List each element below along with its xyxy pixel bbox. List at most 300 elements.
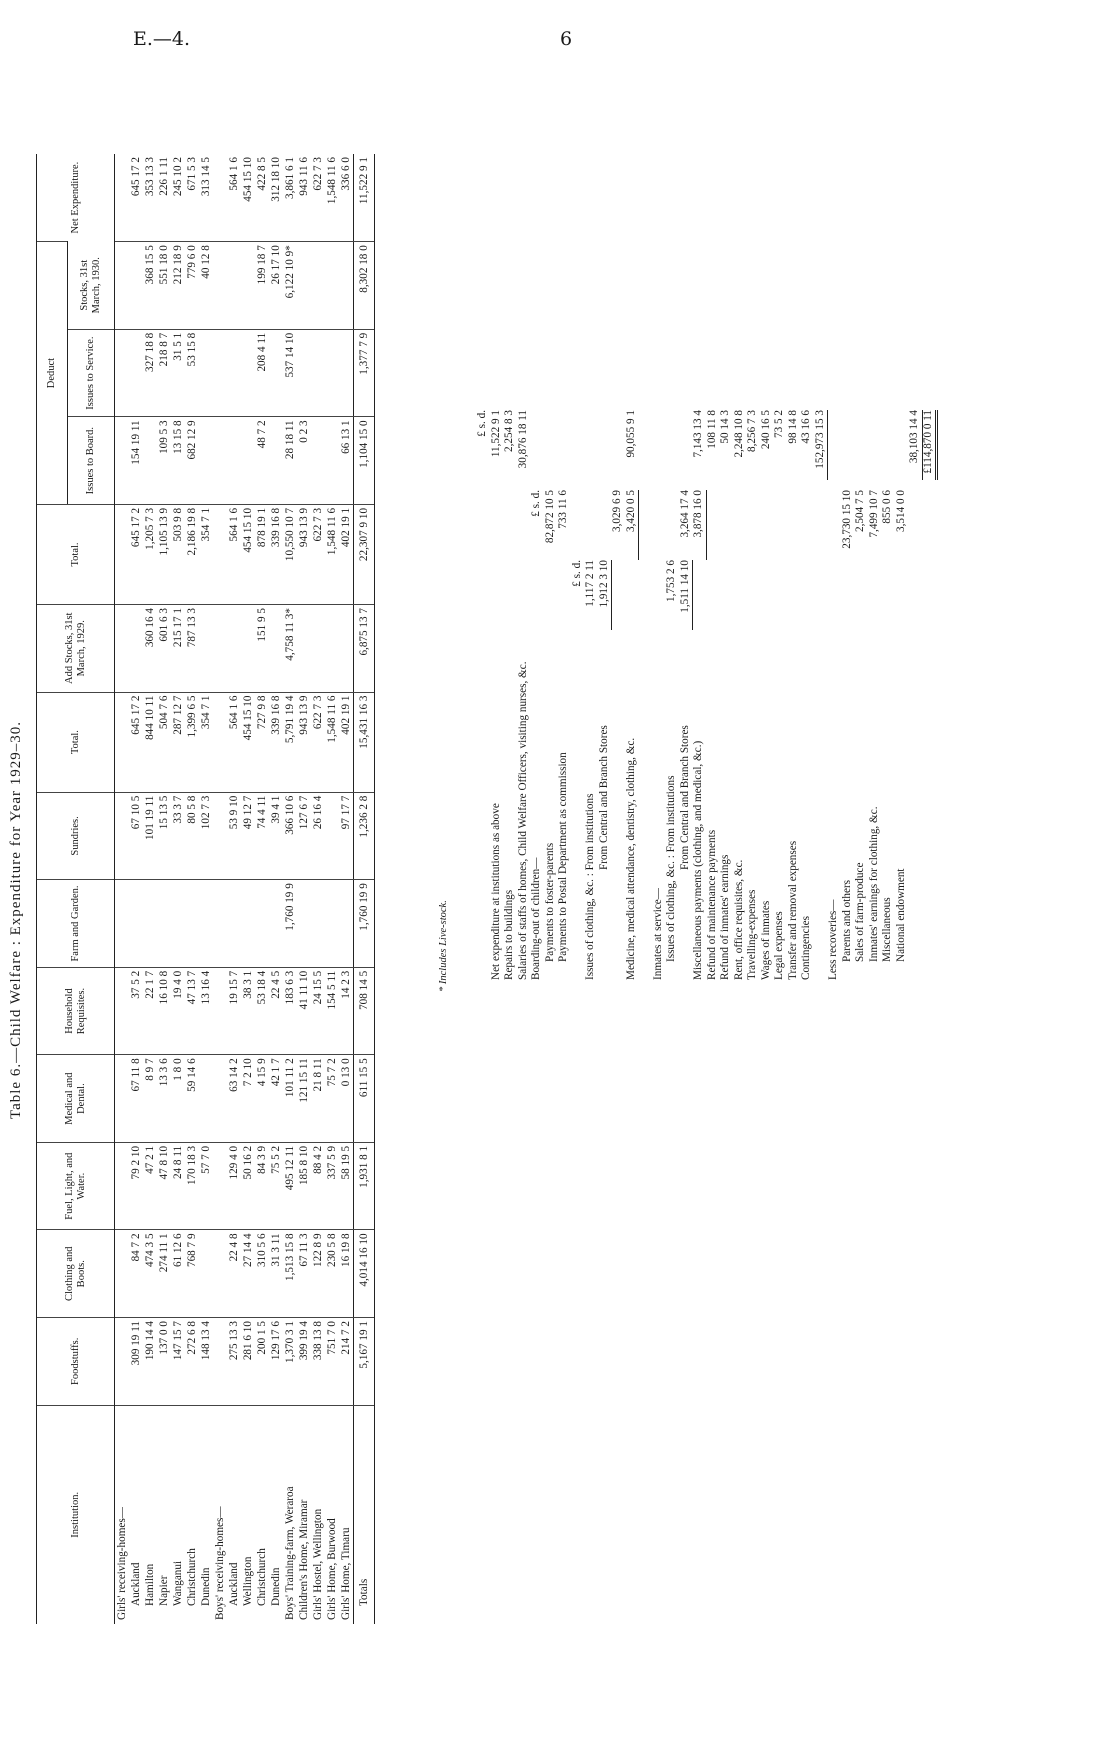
totals-cell: 22,307 9 10 <box>354 504 375 604</box>
table-row <box>227 154 241 1624</box>
amount-cell: 645 17 2 <box>130 157 142 197</box>
amount-cell: 1,548 11 6 <box>325 504 339 604</box>
amount-cell: 101 19 11 <box>143 792 157 880</box>
table-cell <box>115 792 130 880</box>
summary-label: Inmates at service— <box>651 888 664 980</box>
amount-cell <box>171 880 185 968</box>
table-cell <box>213 880 227 968</box>
amount-cell: 183 6 3 <box>283 967 297 1055</box>
amount-cell: 33 3 7 <box>171 792 185 880</box>
institution-name: Hamilton <box>143 1405 157 1624</box>
col-foodstuffs: Foodstuffs. <box>37 1318 115 1406</box>
amount-cell: 28 18 11 <box>283 417 297 505</box>
amount-cell: 80 5 8 <box>185 792 199 880</box>
institution-name: Dunedin <box>269 1405 283 1624</box>
amount-cell: 101 11 2 <box>283 1055 297 1143</box>
amount-cell: 53 9 10 <box>227 792 241 880</box>
amount-cell: 0 2 3 <box>297 417 311 505</box>
amount-cell: 212 18 9 <box>171 242 185 330</box>
summary-label: Salaries of staffs of homes, Child Welfare Officers, visiting nurses, &c. <box>516 661 529 980</box>
amount-cell: 1,399 6 5 <box>185 692 199 792</box>
amount-cell: 218 8 7 <box>157 329 171 417</box>
amount-cell: 84 3 9 <box>255 1142 269 1230</box>
table-cell <box>213 792 227 880</box>
summary-label: Inmates' earnings for clothing, &c. <box>867 806 880 962</box>
col-sundries: Sundries. <box>37 792 115 880</box>
amount-cell: 47 8 10 <box>157 1142 171 1230</box>
totals-cell: 4,014 16 10 <box>354 1230 375 1318</box>
rotated-table-sheet <box>8 10 1058 1660</box>
amount-cell: 454 15 10 <box>241 692 255 792</box>
summary-label: Wages of inmates <box>759 900 772 980</box>
summary-amount: 1,511 14 10 <box>679 560 694 630</box>
summary-label: Sales of farm-produce <box>854 862 866 962</box>
amount-cell <box>311 242 325 330</box>
amount-cell: 360 16 4 <box>143 605 157 693</box>
institution-name: Boys' Training-farm, Weraroa <box>283 1405 297 1624</box>
amount-cell: 22 4 5 <box>269 967 283 1055</box>
amount-cell <box>311 880 325 968</box>
amount-cell: 312 18 10 <box>270 157 282 202</box>
totals-cell: 1,377 7 9 <box>354 329 375 417</box>
amount-cell: 454 15 10 <box>242 157 254 202</box>
summary-amount: 11,522 9 1 <box>489 410 502 458</box>
amount-cell: 58 19 5 <box>339 1142 354 1230</box>
amount-cell: 645 17 2 <box>129 692 143 792</box>
amount-cell <box>269 880 283 968</box>
amount-cell <box>297 880 311 968</box>
summary-label: Rent, office requisites, &c. <box>732 859 745 980</box>
units-header: £ s. d. <box>476 410 488 437</box>
table-cell <box>213 605 227 693</box>
institution-name: Dunedin <box>199 1405 213 1624</box>
col-net-expenditure: Net Expenditure. <box>37 154 115 242</box>
amount-cell: 19 4 0 <box>171 967 185 1055</box>
amount-cell: 354 7 1 <box>199 504 213 604</box>
amount-cell <box>339 880 354 968</box>
table-row <box>241 154 255 1624</box>
amount-cell <box>241 880 255 968</box>
table-cell <box>115 967 130 1055</box>
table-cell <box>213 329 227 417</box>
amount-cell: 564 1 6 <box>227 504 241 604</box>
amount-cell <box>129 329 143 417</box>
amount-cell: 21 8 11 <box>311 1055 325 1143</box>
amount-cell: 682 12 9 <box>185 417 199 505</box>
amount-cell: 0 13 0 <box>339 1055 354 1143</box>
amount-cell: 1,513 15 8 <box>283 1230 297 1318</box>
amount-cell: 63 14 2 <box>227 1055 241 1143</box>
table-cell <box>213 967 227 1055</box>
amount-cell: 503 9 8 <box>171 504 185 604</box>
summary-amount: 3,514 0 0 <box>894 490 907 532</box>
summary-label: From Central and Branch Stores <box>597 725 610 870</box>
amount-cell: 601 6 3 <box>157 605 171 693</box>
amount-cell <box>339 242 354 330</box>
col-issues-board: Issues to Board. <box>68 417 115 505</box>
summary-amount: 2,248 10 8 <box>732 410 745 458</box>
table-row <box>157 154 171 1624</box>
amount-cell <box>241 329 255 417</box>
institution-name: Auckland <box>129 1405 143 1624</box>
table-row <box>325 154 339 1624</box>
summary-label: Issues of clothing, &c. : From institutions <box>584 793 596 980</box>
amount-cell: 1,205 7 3 <box>143 504 157 604</box>
summary-amount: 98 14 8 <box>786 410 799 444</box>
amount-cell: 10,550 10 7 <box>283 504 297 604</box>
amount-cell: 59 14 6 <box>185 1055 199 1143</box>
amount-cell: 353 13 3 <box>144 157 156 197</box>
amount-cell: 26 17 10 <box>269 242 283 330</box>
amount-cell: 751 7 0 <box>325 1318 339 1406</box>
table-cell <box>213 1055 227 1143</box>
amount-cell <box>129 880 143 968</box>
amount-cell <box>325 329 339 417</box>
totals-cell: 15,431 16 3 <box>354 692 375 792</box>
totals-cell: 8,302 18 0 <box>354 242 375 330</box>
table-cell <box>115 329 130 417</box>
amount-cell <box>339 329 354 417</box>
amount-cell: 3,861 6 1 <box>284 157 296 199</box>
summary-amount: 82,872 10 5 <box>543 490 556 544</box>
summary-label: Repairs to buildings <box>503 889 515 980</box>
amount-cell <box>185 880 199 968</box>
institution-name: Auckland <box>227 1405 241 1624</box>
amount-cell: 31 5 1 <box>171 329 185 417</box>
totals-cell: 708 14 5 <box>354 967 375 1055</box>
amount-cell: 1,370 3 1 <box>283 1318 297 1406</box>
summary-amount: 2,504 7 5 <box>854 490 866 532</box>
summary-label: Boarding-out of children— <box>530 857 542 980</box>
table-cell <box>213 1230 227 1318</box>
amount-cell: 943 13 9 <box>297 692 311 792</box>
table-cell <box>115 1318 130 1406</box>
summary-amount: 3,420 0 5 <box>625 490 640 560</box>
amount-cell: 190 14 4 <box>143 1318 157 1406</box>
totals-cell: 1,760 19 9 <box>354 880 375 968</box>
amount-cell: 878 19 1 <box>255 504 269 604</box>
amount-cell: 354 7 1 <box>199 692 213 792</box>
table-row <box>115 154 130 1624</box>
amount-cell: 504 7 6 <box>157 692 171 792</box>
totals-cell: 11,522 9 1 <box>354 154 375 242</box>
amount-cell: 1,548 11 6 <box>325 692 339 792</box>
col-total-2: Total. <box>37 504 115 604</box>
table-cell <box>213 504 227 604</box>
amount-cell: 75 5 2 <box>269 1142 283 1230</box>
summary-label: Less recoveries— <box>827 899 839 980</box>
amount-cell: 564 1 6 <box>228 157 240 191</box>
summary-amount: 1,753 2 6 <box>665 560 677 602</box>
amount-cell: 274 11 1 <box>157 1230 171 1318</box>
col-clothing: Clothing and Boots. <box>37 1230 115 1318</box>
amount-cell: 148 13 4 <box>199 1318 213 1406</box>
amount-cell: 170 18 3 <box>185 1142 199 1230</box>
amount-cell: 16 19 8 <box>339 1230 354 1318</box>
col-group-deduct: Deduct <box>37 242 68 505</box>
amount-cell: 41 11 10 <box>297 967 311 1055</box>
amount-cell: 1,760 19 9 <box>283 880 297 968</box>
amount-cell: 38 3 1 <box>241 967 255 1055</box>
summary-line <box>705 410 720 980</box>
summary-line <box>841 420 855 980</box>
amount-cell <box>227 329 241 417</box>
amount-cell: 2,186 19 8 <box>185 504 199 604</box>
amount-cell: 230 5 8 <box>325 1230 339 1318</box>
amount-cell <box>311 329 325 417</box>
table-row <box>311 154 325 1624</box>
table-cell <box>115 1055 130 1143</box>
summary-label: Refund of maintenance payments <box>705 829 718 980</box>
table-cell <box>115 504 130 604</box>
summary-label: Legal expenses <box>773 911 785 980</box>
amount-cell: 787 13 3 <box>185 605 199 693</box>
amount-cell: 19 15 7 <box>227 967 241 1055</box>
institution-name: Wellington <box>241 1405 255 1624</box>
amount-cell <box>269 417 283 505</box>
amount-cell <box>339 605 354 693</box>
summary-label: From Central and Branch Stores <box>678 725 691 870</box>
col-household: Household Requisites. <box>37 967 115 1055</box>
summary-amount: 30,876 18 11 <box>516 410 529 469</box>
summary-line <box>800 410 814 980</box>
amount-cell: 402 19 1 <box>339 504 354 604</box>
summary-line <box>732 410 747 980</box>
summary-label: Medicine, medical attendance, dentistry, clothing, &c. <box>624 737 637 980</box>
amount-cell: 310 5 6 <box>255 1230 269 1318</box>
table-cell <box>115 605 130 693</box>
summary-label: Miscellaneous payments (clothing, and medical, &c.) <box>692 740 704 980</box>
amount-cell <box>199 605 213 693</box>
amount-cell: 22 1 7 <box>143 967 157 1055</box>
summary-label: Issues of clothing, &c. : From institutions <box>665 775 677 962</box>
amount-cell <box>241 605 255 693</box>
amount-cell: 50 16 2 <box>241 1142 255 1230</box>
amount-cell: 402 19 1 <box>339 692 354 792</box>
table-cell <box>213 154 227 242</box>
summary-amount: 7,499 10 7 <box>867 490 880 538</box>
amount-cell: 622 7 3 <box>312 157 324 191</box>
totals-cell: 1,236 2 8 <box>354 792 375 880</box>
summary-subtotal: 3,264 17 4 <box>678 490 691 538</box>
table-row <box>269 154 283 1624</box>
amount-cell: 97 17 7 <box>339 792 354 880</box>
amount-cell: 48 7 2 <box>255 417 269 505</box>
amount-cell: 137 0 0 <box>157 1318 171 1406</box>
table-row <box>255 154 269 1624</box>
amount-cell <box>129 605 143 693</box>
table-row <box>213 154 227 1624</box>
amount-cell <box>241 417 255 505</box>
amount-cell: 109 5 3 <box>157 417 171 505</box>
amount-cell: 127 6 7 <box>297 792 311 880</box>
final-total: £114,870 0 11 <box>922 410 939 480</box>
amount-cell: 368 15 5 <box>143 242 157 330</box>
amount-cell: 313 14 5 <box>200 157 212 197</box>
totals-cell: 6,875 13 7 <box>354 605 375 693</box>
amount-cell: 75 7 2 <box>325 1055 339 1143</box>
totals-cell: 611 15 5 <box>354 1055 375 1143</box>
amount-cell <box>269 605 283 693</box>
group-heading: Girls' receiving-homes— <box>115 1405 130 1624</box>
amount-cell: 272 6 8 <box>185 1318 199 1406</box>
amount-cell: 339 16 8 <box>269 504 283 604</box>
summary-amount: 73 5 2 <box>773 410 785 438</box>
summary-line <box>881 420 895 980</box>
amount-cell: 27 14 4 <box>241 1230 255 1318</box>
table-cell <box>115 154 130 242</box>
summary-total: 90,055 9 1 <box>624 410 637 458</box>
summary-label: National endowment <box>894 868 907 962</box>
amount-cell <box>227 880 241 968</box>
amount-cell: 1 8 0 <box>171 1055 185 1143</box>
summary-line <box>786 410 801 980</box>
table-row <box>185 154 199 1624</box>
amount-cell: 42 1 7 <box>269 1055 283 1143</box>
amount-cell <box>255 880 269 968</box>
table-cell <box>213 1142 227 1230</box>
amount-cell: 24 15 5 <box>311 967 325 1055</box>
totals-cell: 1,931 8 1 <box>354 1142 375 1230</box>
amount-cell <box>157 880 171 968</box>
institution-name: Wanganui <box>171 1405 185 1624</box>
recoveries-list <box>841 420 909 980</box>
amount-cell: 943 11 6 <box>298 157 310 196</box>
summary-label: Parents and others <box>840 879 853 962</box>
amount-cell: 61 12 6 <box>171 1230 185 1318</box>
amount-cell: 4,758 11 3* <box>283 605 297 693</box>
amount-cell: 67 11 3 <box>297 1230 311 1318</box>
amount-cell <box>227 242 241 330</box>
amount-cell <box>297 242 311 330</box>
amount-cell: 31 3 11 <box>269 1230 283 1318</box>
amount-cell: 779 6 0 <box>185 242 199 330</box>
amount-cell <box>227 417 241 505</box>
amount-cell: 844 10 11 <box>143 692 157 792</box>
amount-cell: 622 7 3 <box>311 504 325 604</box>
table-cell <box>115 417 130 505</box>
table-title: Table 6.—Child Welfare : Expenditure for Year 1929–30. <box>8 720 24 1120</box>
amount-cell: 13 15 8 <box>171 417 185 505</box>
institution-name: Children's Home, Miramar <box>297 1405 311 1624</box>
amount-cell: 281 6 10 <box>241 1318 255 1406</box>
summary-label: Transfer and removal expenses <box>786 840 799 980</box>
amount-cell: 88 4 2 <box>311 1142 325 1230</box>
summary-label: Payments to Postal Department as commission <box>557 752 569 962</box>
amount-cell: 226 1 11 <box>158 157 170 196</box>
table-cell <box>115 692 130 792</box>
amount-cell: 47 13 7 <box>185 967 199 1055</box>
amount-cell <box>311 417 325 505</box>
amount-cell <box>199 1230 213 1318</box>
amount-cell: 66 13 1 <box>339 417 354 505</box>
amount-cell: 14 2 3 <box>339 967 354 1055</box>
amount-cell: 495 12 11 <box>283 1142 297 1230</box>
amount-cell: 214 7 2 <box>339 1318 354 1406</box>
amount-cell: 943 13 9 <box>297 504 311 604</box>
table-cell <box>115 242 130 330</box>
amount-cell: 16 10 8 <box>157 967 171 1055</box>
amount-cell <box>325 880 339 968</box>
amount-cell: 15 13 5 <box>157 792 171 880</box>
col-total: Total. <box>37 692 115 792</box>
table-cell <box>213 242 227 330</box>
units-subheader: £ s. d. <box>570 560 583 587</box>
amount-cell: 53 15 8 <box>185 329 199 417</box>
totals-label: Totals <box>354 1405 375 1624</box>
amount-cell <box>199 1055 213 1143</box>
summary-line <box>759 410 774 980</box>
totals-cell: 5,167 19 1 <box>354 1318 375 1406</box>
amount-cell <box>325 605 339 693</box>
amount-cell <box>325 792 339 880</box>
col-farm: Farm and Garden. <box>37 880 115 968</box>
amount-cell: 24 8 11 <box>171 1142 185 1230</box>
amount-cell <box>227 605 241 693</box>
amount-cell: 309 19 11 <box>129 1318 143 1406</box>
table-cell <box>213 417 227 505</box>
amount-cell: 551 18 0 <box>157 242 171 330</box>
summary-amount: 23,730 15 10 <box>840 490 853 549</box>
amount-cell: 6,122 10 9* <box>283 242 297 330</box>
summary-amount: 240 16 5 <box>759 410 772 450</box>
summary-label: Payments to foster-parents <box>543 842 556 962</box>
amount-cell: 121 15 11 <box>297 1055 311 1143</box>
col-fuel: Fuel, Light, and Water. <box>37 1142 115 1230</box>
amount-cell <box>143 880 157 968</box>
expenditure-table <box>36 154 375 1624</box>
amount-cell: 275 13 3 <box>227 1318 241 1406</box>
summary-label: Refund of inmates' earnings <box>719 854 731 980</box>
units-subheader: £ s. d. <box>530 490 542 517</box>
amount-cell: 49 12 7 <box>241 792 255 880</box>
amount-cell: 40 12 8 <box>199 242 213 330</box>
amount-cell: 338 13 8 <box>311 1318 325 1406</box>
summary-line <box>773 410 787 980</box>
table-body <box>115 154 375 1624</box>
col-stocks-1930: Stocks, 31st March, 1930. <box>68 242 115 330</box>
amount-cell <box>325 242 339 330</box>
amount-cell: 474 3 5 <box>143 1230 157 1318</box>
table-cell <box>115 880 130 968</box>
institution-name: Christchurch <box>255 1405 269 1624</box>
amount-cell <box>297 605 311 693</box>
table-row <box>297 154 311 1624</box>
table-cell <box>115 1142 130 1230</box>
footnote: * Includes Live-stock. <box>438 900 449 992</box>
summary-amount: 733 11 6 <box>557 490 569 529</box>
col-issues-service: Issues to Service. <box>68 329 115 417</box>
amount-cell <box>311 605 325 693</box>
amount-cell: 200 1 5 <box>255 1318 269 1406</box>
amount-cell: 337 5 9 <box>325 1142 339 1230</box>
summary-amount: 43 16 6 <box>800 410 812 444</box>
amount-cell: 671 5 3 <box>186 157 198 191</box>
amount-cell <box>297 329 311 417</box>
amount-cell: 399 19 4 <box>297 1318 311 1406</box>
amount-cell: 422 8 5 <box>256 157 268 191</box>
amount-cell: 327 18 8 <box>143 329 157 417</box>
table-row <box>283 154 297 1624</box>
amount-cell <box>199 417 213 505</box>
summary-amount: 1,912 3 10 <box>598 560 613 630</box>
amount-cell: 622 7 3 <box>311 692 325 792</box>
summary-label: Net expenditure at institutions as above <box>489 803 502 980</box>
amount-cell: 26 16 4 <box>311 792 325 880</box>
summary-statement <box>476 410 935 980</box>
totals-cell: 1,104 15 0 <box>354 417 375 505</box>
summary-line <box>746 410 760 980</box>
